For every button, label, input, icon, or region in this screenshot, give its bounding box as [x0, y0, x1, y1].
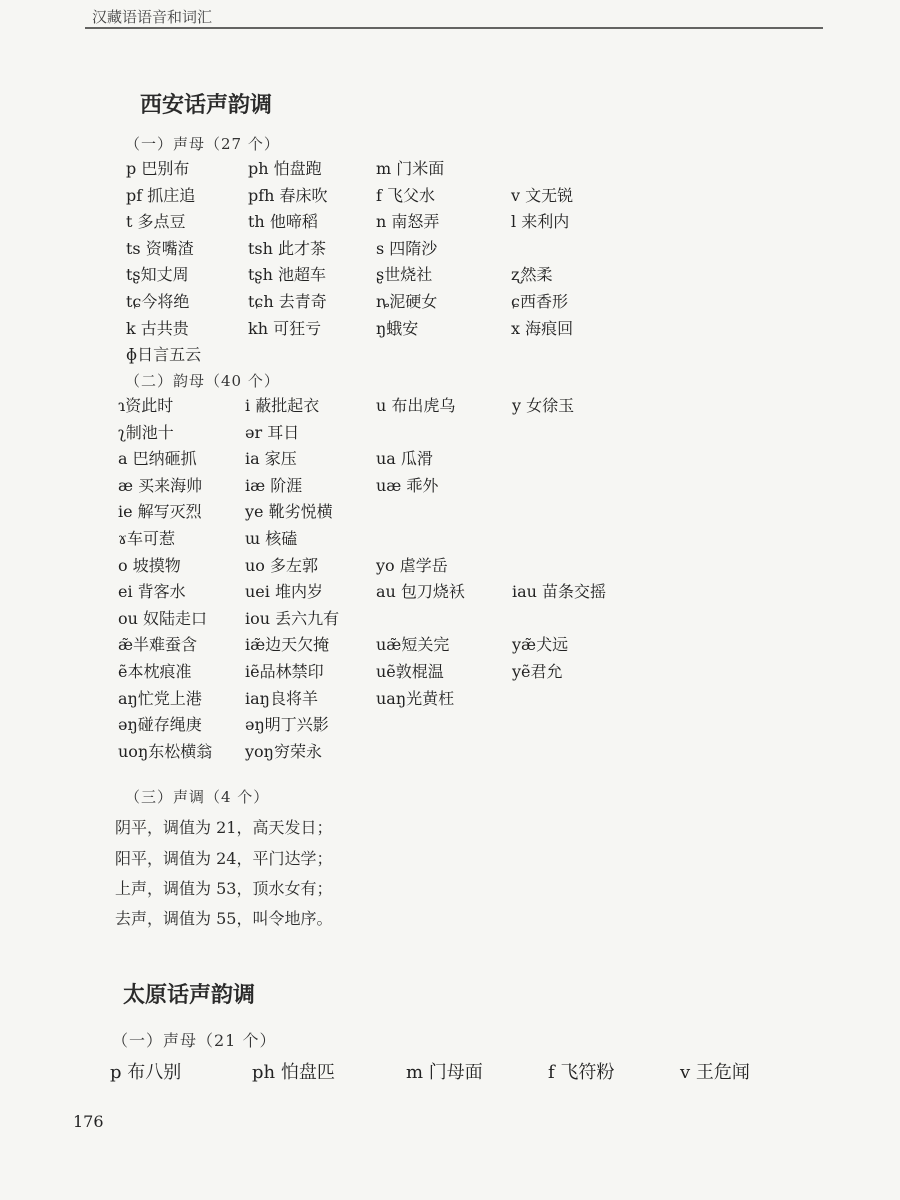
- phoneme-cell: th 他啼稻: [248, 212, 318, 232]
- phoneme-cell: l 来利内: [511, 212, 570, 232]
- phoneme-cell: yæ̃犬远: [512, 635, 569, 655]
- phoneme-cell: uẽ敦棍温: [376, 661, 444, 681]
- header-rule: [85, 26, 825, 30]
- tone-line: 上声，调值为 53，顶水女有；: [115, 879, 333, 898]
- phoneme-cell: y 女徐玉: [512, 396, 575, 415]
- xian-initials-heading: （一）声母（27 个）: [125, 135, 280, 153]
- xian-initials-table: [126, 156, 651, 369]
- taiyuan-initials-heading: （一）声母（21 个）: [112, 1031, 277, 1050]
- phoneme-cell: [512, 499, 652, 526]
- phoneme-cell: æ 买来海帅: [118, 475, 203, 495]
- initial-cell: f 飞符粉: [548, 1062, 615, 1083]
- phoneme-cell: [376, 739, 512, 766]
- phoneme-cell: ɯ 核磕: [245, 528, 298, 548]
- xian-section-title: 西安话声韵调: [140, 93, 273, 118]
- phoneme-cell: [376, 712, 512, 739]
- phoneme-cell: [512, 553, 652, 580]
- phoneme-cell: u 布出虎乌: [376, 396, 456, 415]
- phoneme-cell: p 巴别布: [126, 159, 190, 178]
- phoneme-cell: ɕ西香形: [511, 291, 568, 311]
- phoneme-cell: [376, 499, 512, 526]
- phoneme-cell: pfh 春床吹: [248, 185, 328, 205]
- phoneme-cell: [248, 342, 376, 369]
- phoneme-cell: [512, 739, 652, 766]
- phoneme-cell: ou 奴陆走口: [118, 608, 208, 628]
- phoneme-cell: iou 丢六九有: [245, 608, 340, 628]
- phoneme-cell: iæ̃边天欠掩: [245, 635, 330, 655]
- phoneme-cell: əŋ明丁兴影: [245, 715, 329, 735]
- phoneme-cell: uæ 乖外: [376, 475, 439, 495]
- phoneme-cell: aŋ忙党上港: [118, 688, 202, 708]
- phoneme-cell: [376, 526, 512, 553]
- phoneme-cell: t 多点豆: [126, 212, 186, 232]
- phoneme-cell: [512, 526, 652, 553]
- phoneme-cell: v 文无锐: [511, 185, 574, 205]
- phoneme-cell: n 南怒弄: [376, 212, 440, 232]
- phoneme-cell: [512, 606, 652, 633]
- phoneme-cell: i 蔽批起衣: [245, 396, 320, 415]
- phoneme-cell: tɕh 去青奇: [248, 291, 327, 311]
- phoneme-cell: ei 背客水: [118, 582, 186, 602]
- initial-cell: v 王危闻: [680, 1062, 750, 1083]
- phoneme-cell: yoŋ穷荣永: [245, 741, 322, 761]
- phoneme-cell: tʂ知丈周: [126, 265, 189, 285]
- tone-line: 阴平，调值为 21，高天发日；: [115, 818, 333, 837]
- phoneme-cell: ŋ蛾安: [376, 318, 419, 338]
- phoneme-cell: [511, 236, 651, 263]
- phoneme-cell: [376, 342, 511, 369]
- phoneme-cell: tɕ今将绝: [126, 291, 190, 311]
- phoneme-cell: [512, 712, 652, 739]
- phoneme-cell: ua 瓜滑: [376, 449, 433, 469]
- initial-cell: m 门母面: [406, 1062, 483, 1083]
- phoneme-cell: m 门米面: [376, 159, 445, 178]
- running-head: 汉藏语语音和词汇: [92, 8, 213, 26]
- phoneme-cell: ie 解写灭烈: [118, 502, 202, 522]
- phoneme-cell: [511, 156, 651, 183]
- taiyuan-section-title: 太原话声韵调: [123, 983, 256, 1008]
- xian-finals-table: [118, 393, 652, 765]
- phoneme-cell: k 古共贵: [126, 318, 189, 338]
- phoneme-cell: iẽ品林禁印: [245, 661, 324, 681]
- phoneme-cell: uei 堆内岁: [245, 582, 323, 602]
- phoneme-cell: yo 虐学岳: [376, 555, 448, 575]
- phoneme-cell: x 海痕回: [511, 318, 574, 338]
- phoneme-cell: iæ 阶涯: [245, 475, 303, 495]
- phoneme-cell: ia 家压: [245, 449, 297, 469]
- phoneme-cell: iaŋ良将羊: [245, 688, 318, 708]
- phoneme-cell: uoŋ东松横翁: [118, 741, 213, 761]
- phoneme-cell: [512, 446, 652, 473]
- phoneme-cell: [512, 473, 652, 500]
- phoneme-cell: ər 耳日: [245, 422, 300, 442]
- phoneme-cell: tʂh 池超车: [248, 265, 327, 285]
- phoneme-cell: ph 怕盘跑: [248, 159, 322, 178]
- phoneme-cell: [376, 420, 512, 447]
- phoneme-cell: [376, 606, 512, 633]
- phoneme-cell: æ̃半难蚕含: [118, 635, 198, 655]
- page-number: 176: [73, 1112, 104, 1131]
- xian-tones-heading: （三）声调（4 个）: [125, 788, 270, 806]
- phoneme-cell: ʂ世烧社: [376, 265, 433, 285]
- phoneme-cell: iau 苗条交摇: [512, 582, 607, 602]
- tone-line: 去声，调值为 55，叫令地序。: [115, 909, 333, 928]
- phoneme-cell: kh 可狂亏: [248, 318, 322, 338]
- phoneme-cell: au 包刀烧袄: [376, 582, 465, 602]
- phoneme-cell: yẽ君允: [512, 661, 563, 681]
- phoneme-cell: ts 资嘴渣: [126, 238, 194, 258]
- phoneme-cell: tsh 此才茶: [248, 238, 327, 258]
- xian-finals-heading: （二）韵母（40 个）: [125, 372, 280, 390]
- phoneme-cell: [512, 420, 652, 447]
- phoneme-cell: uo 多左郭: [245, 555, 319, 575]
- phoneme-cell: uæ̃短关完: [376, 635, 450, 655]
- phoneme-cell: s 四隋沙: [376, 238, 438, 258]
- phoneme-cell: ɸ日言五云: [126, 345, 202, 365]
- phoneme-cell: [512, 686, 652, 713]
- phoneme-cell: ẽ本枕痕准: [118, 661, 192, 681]
- phoneme-cell: ɿ资此时: [118, 396, 174, 415]
- phoneme-cell: əŋ碰存绳庚: [118, 715, 202, 735]
- phoneme-cell: [511, 342, 651, 369]
- phoneme-cell: o 坡摸物: [118, 555, 181, 575]
- phoneme-cell: ɤ车可惹: [118, 528, 176, 548]
- phoneme-cell: ȵ泥硬女: [376, 291, 438, 311]
- phoneme-cell: f 飞父水: [376, 185, 436, 205]
- phoneme-cell: a 巴纳砸抓: [118, 449, 197, 469]
- initial-cell: p 布八别: [110, 1062, 182, 1083]
- initial-cell: ph 怕盘匹: [252, 1062, 335, 1083]
- phoneme-cell: pf 抓庄追: [126, 185, 196, 205]
- phoneme-cell: ʐ然柔: [511, 265, 553, 285]
- phoneme-cell: ʅ制池十: [118, 422, 174, 442]
- tone-line: 阳平，调值为 24，平门达学；: [115, 849, 333, 868]
- phoneme-cell: uaŋ光黄枉: [376, 688, 455, 708]
- phoneme-cell: ye 靴劣悦横: [245, 502, 333, 522]
